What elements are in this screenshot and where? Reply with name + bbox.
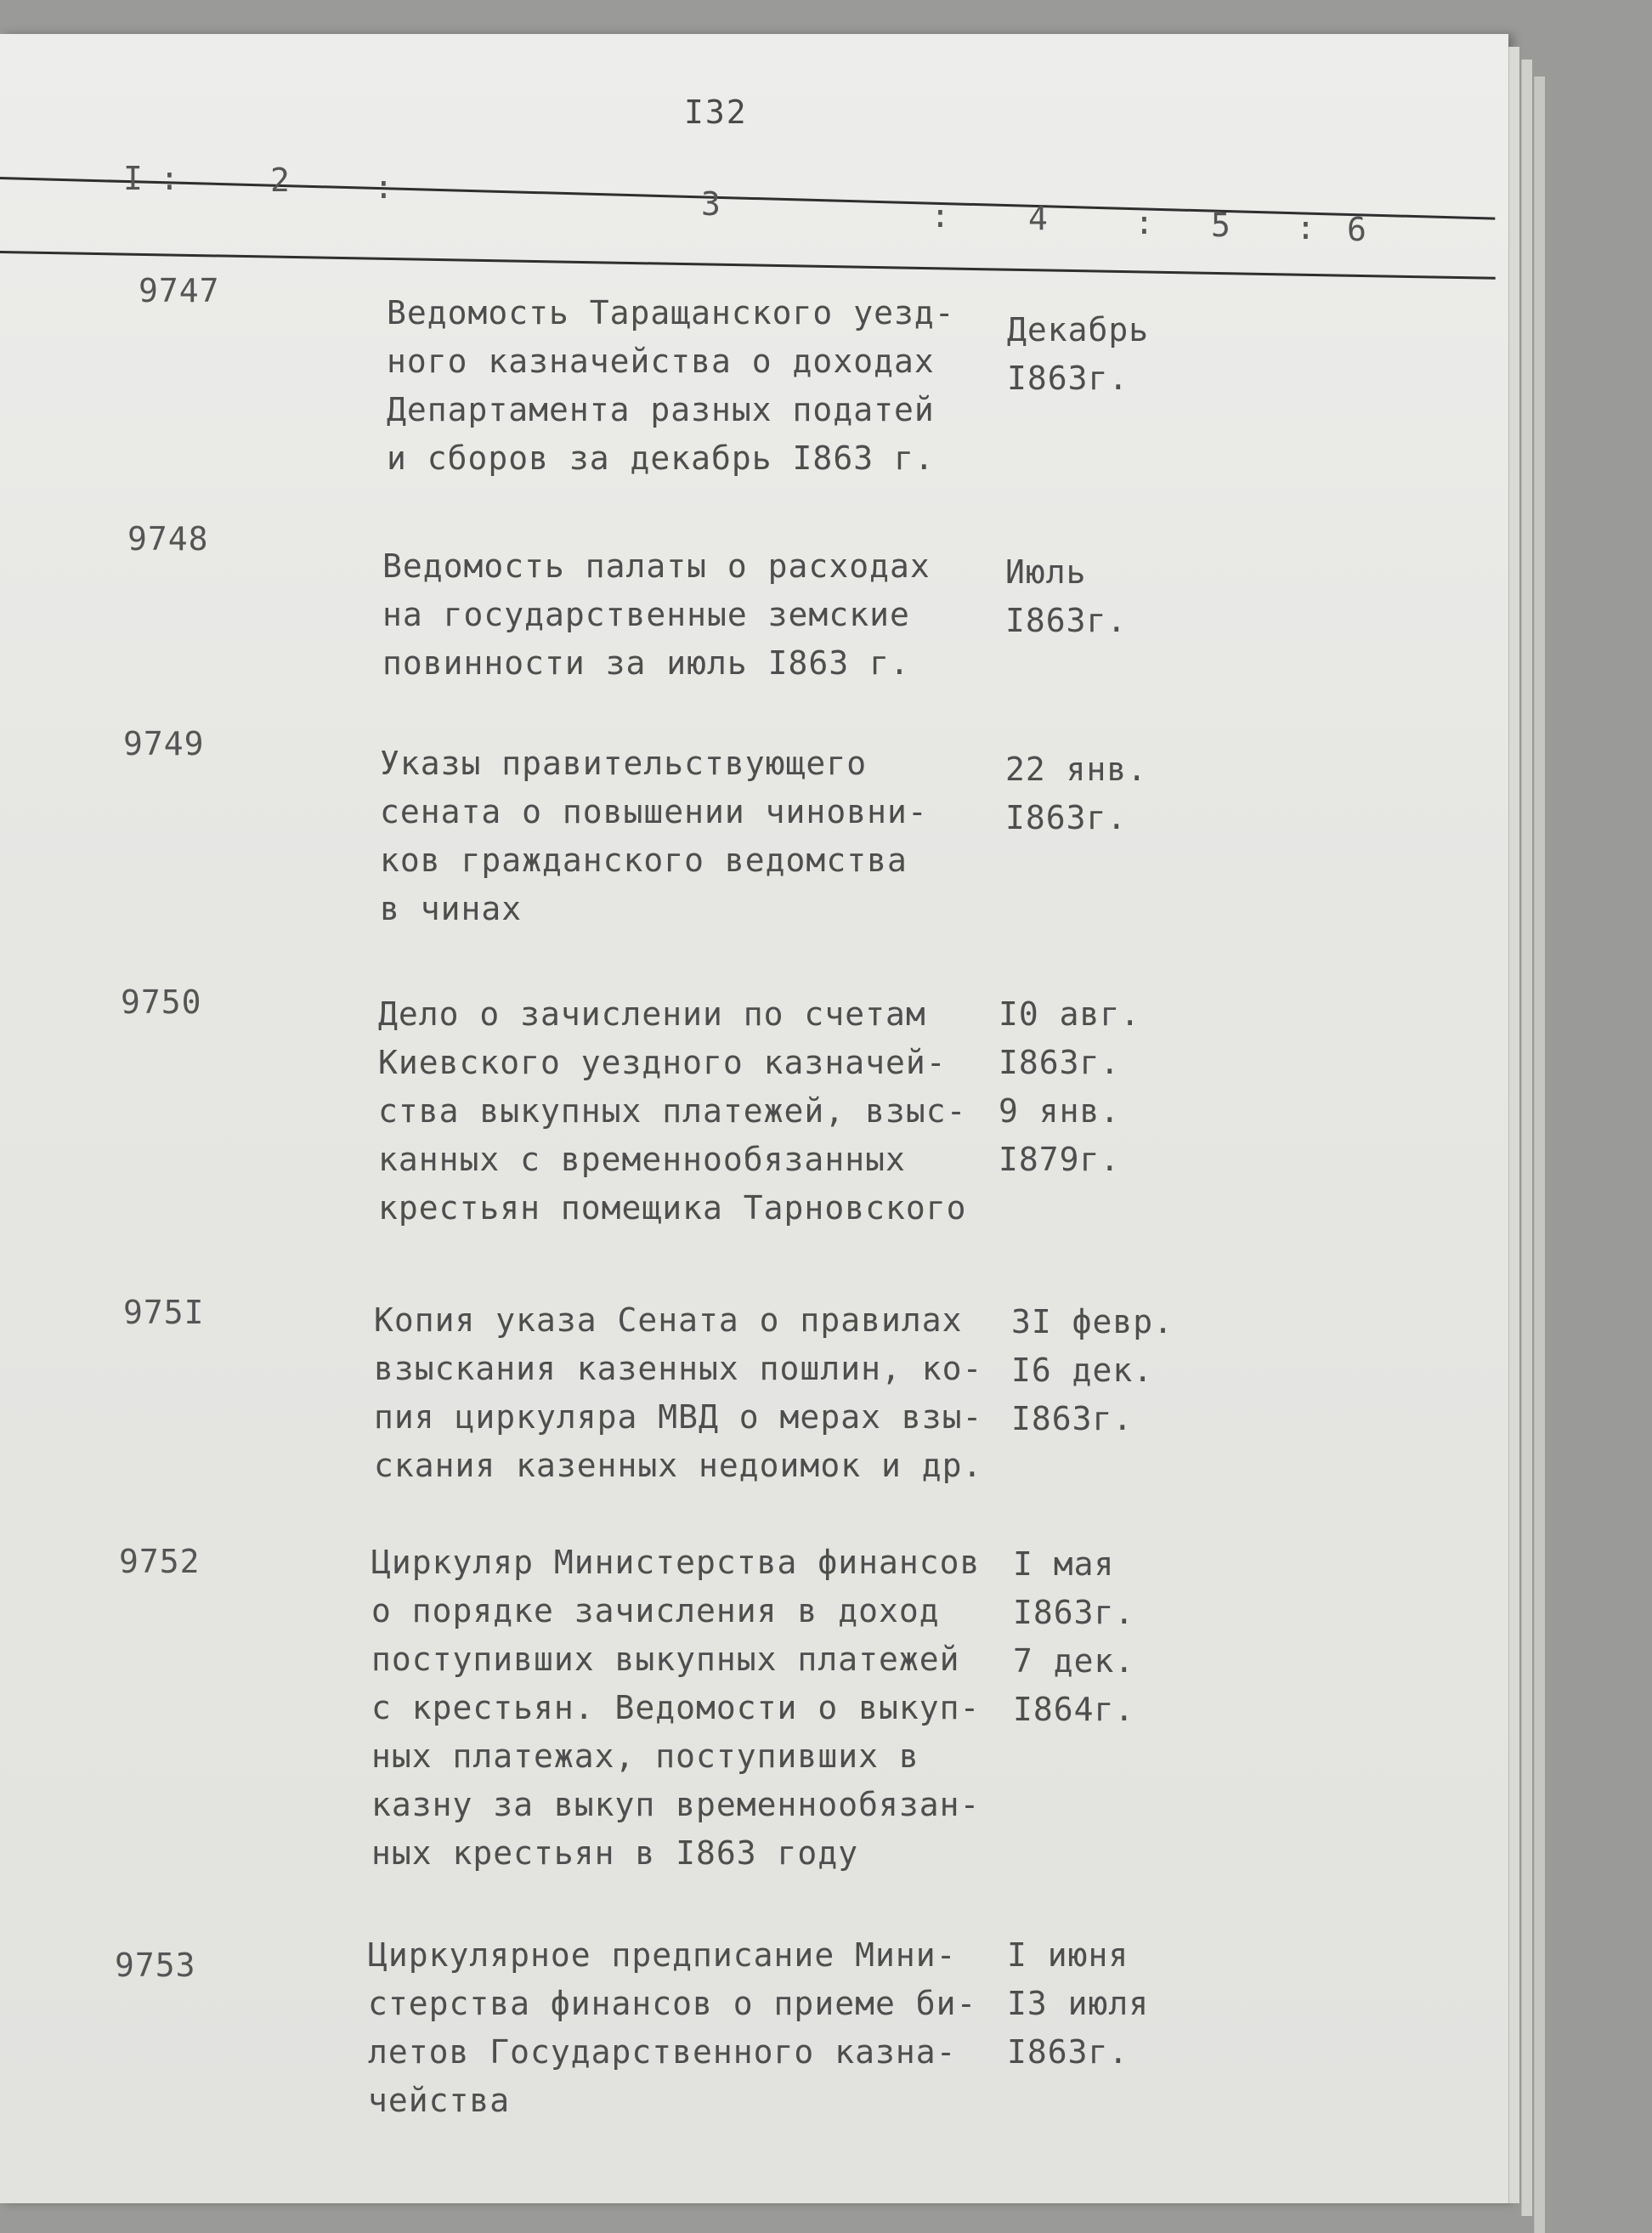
- description-line: чейства: [368, 2082, 511, 2119]
- column-header-5: 5: [1211, 207, 1231, 244]
- date-line: I864г.: [1013, 1691, 1135, 1728]
- date-line: Декабрь: [1007, 311, 1150, 349]
- entry-number: 975I: [123, 1294, 205, 1331]
- entry-description: [371, 1539, 980, 1878]
- description-line: с крестьян. Ведомости о выкуп-: [371, 1689, 981, 1726]
- entry-description: [378, 990, 966, 1233]
- description-line: в чинах: [380, 890, 523, 927]
- description-line: сената о повышении чиновни-: [380, 793, 928, 830]
- entry-number: 9750: [121, 983, 202, 1021]
- entry-dates: [1005, 548, 1127, 645]
- description-line: Копия указа Сената о правилах: [374, 1301, 963, 1339]
- date-line: I863г.: [1005, 799, 1128, 836]
- date-line: I863г.: [999, 1044, 1121, 1081]
- entry-number: 9749: [123, 725, 205, 762]
- description-line: скания казенных недоимок и др.: [374, 1447, 983, 1484]
- date-line: I6 дек.: [1011, 1352, 1154, 1389]
- date-line: 22 янв.: [1005, 751, 1148, 788]
- description-line: стерства финансов о приеме би-: [368, 1985, 977, 2022]
- column-header-6: 6: [1347, 211, 1366, 248]
- column-separator: :: [374, 168, 393, 206]
- column-header-3: 3: [701, 185, 721, 223]
- date-line: I0 авг.: [999, 995, 1141, 1033]
- column-separator: :: [1134, 204, 1154, 241]
- description-line: повинности за июль I863 г.: [382, 644, 910, 682]
- date-line: I863г.: [1013, 1594, 1135, 1631]
- description-line: поступивших выкупных платежей: [371, 1641, 960, 1678]
- entry-dates: [1013, 1540, 1134, 1734]
- header-rule-top: [0, 177, 1495, 220]
- description-line: летов Государственного казна-: [368, 2033, 957, 2071]
- description-line: и сборов за декабрь I863 г.: [387, 439, 935, 477]
- page-number: I32: [684, 94, 748, 131]
- entry-description: [380, 740, 928, 933]
- description-line: Ведомость палаты о расходах: [382, 547, 931, 585]
- date-line: I863г.: [1005, 602, 1128, 639]
- entry-description: [382, 542, 931, 688]
- entry-number: 9752: [119, 1543, 201, 1580]
- column-separator: :: [1296, 209, 1315, 247]
- description-line: Департамента разных податей: [387, 391, 935, 428]
- entry-number: 9748: [127, 520, 209, 558]
- entry-dates: [1011, 1298, 1174, 1443]
- header-rule-bottom: [0, 251, 1496, 280]
- page-stack-edge: [1508, 47, 1519, 2203]
- description-line: Циркуляр Министерства финансов: [371, 1544, 981, 1581]
- description-line: Ведомость Таращанского уезд-: [387, 294, 955, 332]
- column-header-2: 2: [270, 162, 290, 199]
- description-line: ных платежах, поступивших в: [371, 1737, 919, 1775]
- entry-dates: [999, 990, 1140, 1184]
- date-line: I мая: [1013, 1545, 1115, 1583]
- entry-description: [374, 1296, 982, 1490]
- date-line: 3I февр.: [1011, 1303, 1174, 1340]
- date-line: I863г.: [1007, 360, 1129, 397]
- page-stack-edge: [1534, 77, 1545, 2233]
- entry-description: [387, 289, 955, 483]
- date-line: I879г.: [999, 1141, 1121, 1178]
- date-line: I863г.: [1007, 2033, 1129, 2071]
- description-line: крестьян помещика Тарновского: [378, 1189, 967, 1227]
- description-line: казну за выкуп временнообязан-: [371, 1786, 981, 1823]
- description-line: Дело о зачислении по счетам: [378, 995, 926, 1033]
- date-line: I3 июля: [1007, 1985, 1150, 2022]
- date-line: I июня: [1007, 1936, 1129, 1974]
- description-line: Циркулярное предписание Мини-: [368, 1936, 957, 1974]
- description-line: ков гражданского ведомства: [380, 842, 908, 879]
- column-separator: :: [931, 197, 950, 235]
- entry-dates: [1005, 745, 1147, 842]
- column-header-1: I: [123, 160, 143, 197]
- column-separator: :: [160, 160, 179, 197]
- description-line: о порядке зачисления в доход: [371, 1592, 940, 1629]
- date-line: 7 дек.: [1013, 1642, 1135, 1680]
- page-stack-edge: [1521, 60, 1532, 2216]
- description-line: на государственные земские: [382, 596, 910, 633]
- entry-dates: [1007, 306, 1149, 403]
- description-line: ного казначейства о доходах: [387, 343, 935, 380]
- entry-number: 9753: [115, 1947, 196, 1984]
- date-line: Июль: [1005, 553, 1087, 591]
- entry-number: 9747: [139, 272, 220, 309]
- description-line: Киевского уездного казначей-: [378, 1044, 947, 1081]
- description-line: ных крестьян в I863 году: [371, 1834, 859, 1872]
- description-line: пия циркуляра МВД о мерах взы-: [374, 1398, 983, 1436]
- description-line: Указы правительствующего: [380, 745, 868, 782]
- entry-dates: [1007, 1931, 1149, 2077]
- description-line: взыскания казенных пошлин, ко-: [374, 1350, 983, 1387]
- date-line: I863г.: [1011, 1400, 1134, 1437]
- entry-description: [368, 1931, 976, 2125]
- column-header-4: 4: [1028, 200, 1048, 237]
- description-line: ства выкупных платежей, взыс-: [378, 1092, 967, 1130]
- date-line: 9 янв.: [999, 1092, 1121, 1130]
- description-line: канных с временнообязанных: [378, 1141, 906, 1178]
